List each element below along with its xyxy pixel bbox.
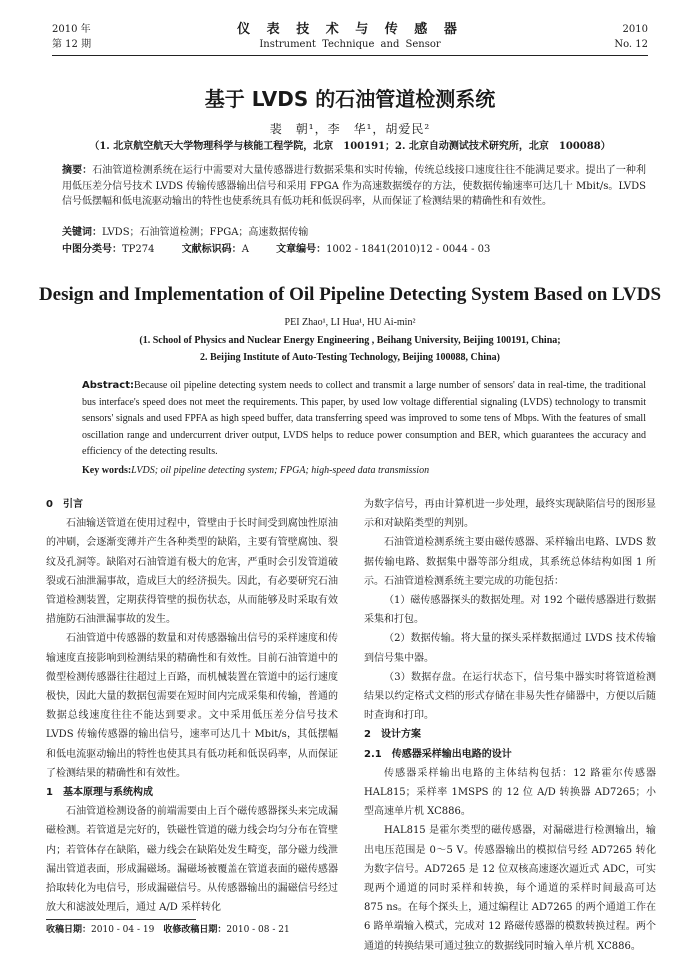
paragraph: HAL815 是霍尔类型的磁传感器，对漏磁进行检测输出，输出电压范围是 0～5 V。传感器输出的模拟信号经 AD7265 转化为数字信号。AD7265 是 12 位双核高速逐次逼近式 ADC，可实现两个通道的同时采样和转换，每个通道的采样时间最高可达 875 ns。在每个探头上，通过编程让 AD7265 的两个通道工作在 6 路单端输入模式，完成对 12 路磁传感器的模数转换过程。两个通道的转换结果可通过独立的数据线同时输入单片机 XC886。 — [364, 825, 656, 952]
classification-line — [62, 242, 646, 258]
received-date: 2010 - 04 - 19 — [91, 925, 155, 935]
received-label: 收稿日期： — [46, 925, 92, 935]
paragraph: 传感器采样输出电路的主体结构包括：12 路霍尔传感器 HAL815；采样率 1MSPS 的 12 位 A/D 转换器 AD7265；小型高速单片机 XC886。 — [364, 767, 656, 818]
clc-value: TP274 — [122, 244, 155, 255]
keywords-en — [82, 463, 646, 478]
abstract-text-cn: 石油管道检测系统在运行中需要对大量传感器进行数据采集和实时传输，传统总线接口速度往往不能满足要求。提出了一种利用低压差分信号技术 LVDS 传输传感器输出信号和采用 FPGA 作为高速数据缓存的方法，使数据传输速率可达几十 Mbit/s。LVDS 信号低摆幅和低电流驱动输出的特性也使系统具有低功耗和低误码率，从而保证了检测结果的精确性和有效性。 — [62, 165, 647, 207]
keywords-text-en: LVDS; oil pipeline detecting system; FPGA; high-speed data transmission — [131, 465, 430, 476]
section-heading-intro: 0 引言 — [46, 499, 83, 510]
function-item: （2）数据传输。将大量的探头采样数据通过 LVDS 技术传输到信号集中器。 — [364, 633, 656, 664]
received-date-footnote — [46, 924, 290, 936]
paper-title-en: Design and Implementation of Oil Pipeline Detecting System Based on LVDS — [38, 284, 662, 305]
paragraph: 石油管道检测设备的前端需要由上百个磁传感器探头来完成漏磁检测。若管道是完好的，铁磁性管道的磁力线会均匀分布在管壁内；若管体存在缺陷，磁力线会在缺陷处发生畸变，部分磁力线泄漏出管道表面，形成漏磁场。漏磁场被覆盖在管道表面的磁传感器拾取转化为电信号，形成漏磁信号。从传感器输出的漏磁信号经过放大和滤波处理后，通过 A/D 采样转化 — [46, 806, 338, 914]
header-issue-right: No. 12 — [614, 39, 648, 50]
header-year: 2010 年 — [52, 24, 91, 35]
clc-label: 中图分类号： — [62, 244, 122, 255]
article-no-value: 1002 - 1841(2010)12 - 0044 - 03 — [326, 244, 491, 255]
abstract-en — [82, 378, 646, 461]
document-code — [182, 242, 249, 258]
abstract-label-en: Abstract: — [82, 380, 135, 391]
clc-number — [62, 242, 155, 258]
header-issue: 第 12 期 — [52, 39, 92, 50]
section-heading-principle: 1 基本原理与系统构成 — [46, 787, 153, 799]
article-no-label: 文章编号： — [276, 244, 327, 255]
paper-title-cn: 基于 LVDS 的石油管道检测系统 — [204, 87, 496, 111]
article-number — [276, 242, 490, 258]
affiliation-en-1: (1. School of Physics and Nuclear Energy Engineering , Beihang University, Beijing 100191, China; — [139, 335, 561, 346]
affiliation-en-2: 2. Beijing Institute of Auto-Testing Technology, Beijing 100088, China) — [200, 352, 500, 363]
header-year-right: 2010 — [622, 24, 648, 35]
abstract-text-en: Because oil pipeline detecting system needs to collect and transmit a large number of sensors' data in real-time, the traditional bus interface's speed does not meet the requirements. This paper, by used low voltage differential signaling (LVDS) technology to transmit sensors' signals and used FPFA as high speed buffer, data transferring speed was improved to some tens of Mbps. With the features of small oscillation range and undercurrent driver output, LVDS helps to reduce power consumption and BER, which guarantees the accuracy and efficiency of the detecting results. — [82, 380, 646, 458]
doc-code-label: 文献标识码： — [181, 244, 242, 255]
subsection-heading-sampling: 2.1 传感器采样输出电路的设计 — [364, 748, 512, 760]
journal-name-en: Instrument Technique and Sensor — [259, 39, 441, 50]
keywords-text-cn: LVDS；石油管道检测；FPGA；高速数据传输 — [102, 227, 309, 238]
doc-code-value: A — [241, 244, 249, 255]
running-header — [52, 20, 648, 60]
body-column-left — [46, 495, 338, 917]
header-center — [52, 22, 648, 52]
function-item: （3）数据存盘。在运行状态下，信号集中器实时将管道检测结果以约定格式文档的形式存储在非易失性存储器中，方便以后随时查询和打印。 — [364, 671, 656, 722]
function-item: （1）磁传感器探头的数据处理。对 192 个磁传感器进行数据采集和打包。 — [364, 595, 656, 626]
paragraph: 石油管道中传感器的数量和对传感器输出信号的采样速度和传输速度直接影响到检测结果的精确性和有效性。目前石油管道中的微型检测传感器往往超过上百路，而机械装置在管道中的运行速度极快，因此大量的数据包需要在短时间内完成采集和传输，普通的数据总线速度往往不能达到要求。文中采用低压差分信号技术 LVDS 传输传感器的输出信号，速率可达几十 Mbit/s，其低摆幅和低电流驱动输出的特性也使其具有低功耗和低误码率，从而保证了检测结果的精确性和有效性。 — [46, 633, 338, 779]
section-heading-design: 2 设计方案 — [364, 729, 421, 741]
paragraph: 石油管道检测系统主要由磁传感器、采样输出电路、LVDS 数据传输电路、数据集中器等部分组成，其系统总体结构如图 1 所示。石油管道检测系统主要完成的功能包括： — [364, 537, 656, 587]
affiliation-cn: （1. 北京航空航天大学物理科学与核能工程学院，北京 100191；2. 北京自动测试技术研究所，北京 100088） — [89, 141, 611, 152]
keywords-label-en: Key words: — [82, 465, 132, 476]
paragraph: 石油输送管道在使用过程中，管壁由于长时间受到腐蚀性原油的冲刷，会逐渐变薄并产生各种类型的缺陷，主要有管壁腐蚀、裂纹及孔洞等。缺陷对石油管道有极大的危害，严重时会引发管道破裂或石油泄漏事故，造成巨大的经济损失。因此，有必要研究石油管道检测装置，定期获得管壁的损伤状态，从而能够及时采取有效措施防石油泄漏事故的发生。 — [46, 518, 338, 626]
body-column-right — [364, 495, 656, 956]
journal-name-cn: 仪 表 技 术 与 传 感 器 — [237, 22, 463, 37]
abstract-cn — [62, 163, 646, 210]
revised-date: 2010 - 08 - 21 — [226, 925, 290, 935]
keywords-label-cn: 关键词： — [62, 227, 102, 238]
authors-en: PEI Zhao¹, LI Hua¹, HU Ai-min² — [284, 317, 416, 328]
header-right — [614, 22, 648, 52]
header-rule — [52, 55, 648, 56]
paragraph-continued: 为数字信号，再由计算机进一步处理，最终实现缺陷信号的图形显示和对缺陷类型的判别。 — [364, 499, 656, 530]
keywords-cn — [62, 225, 646, 241]
footnote-rule — [46, 919, 196, 920]
authors-cn: 裴 朝¹，李 华¹，胡爱民² — [269, 122, 431, 136]
abstract-label-cn: 摘要： — [62, 165, 93, 176]
revised-label: 收修改稿日期： — [163, 925, 227, 935]
